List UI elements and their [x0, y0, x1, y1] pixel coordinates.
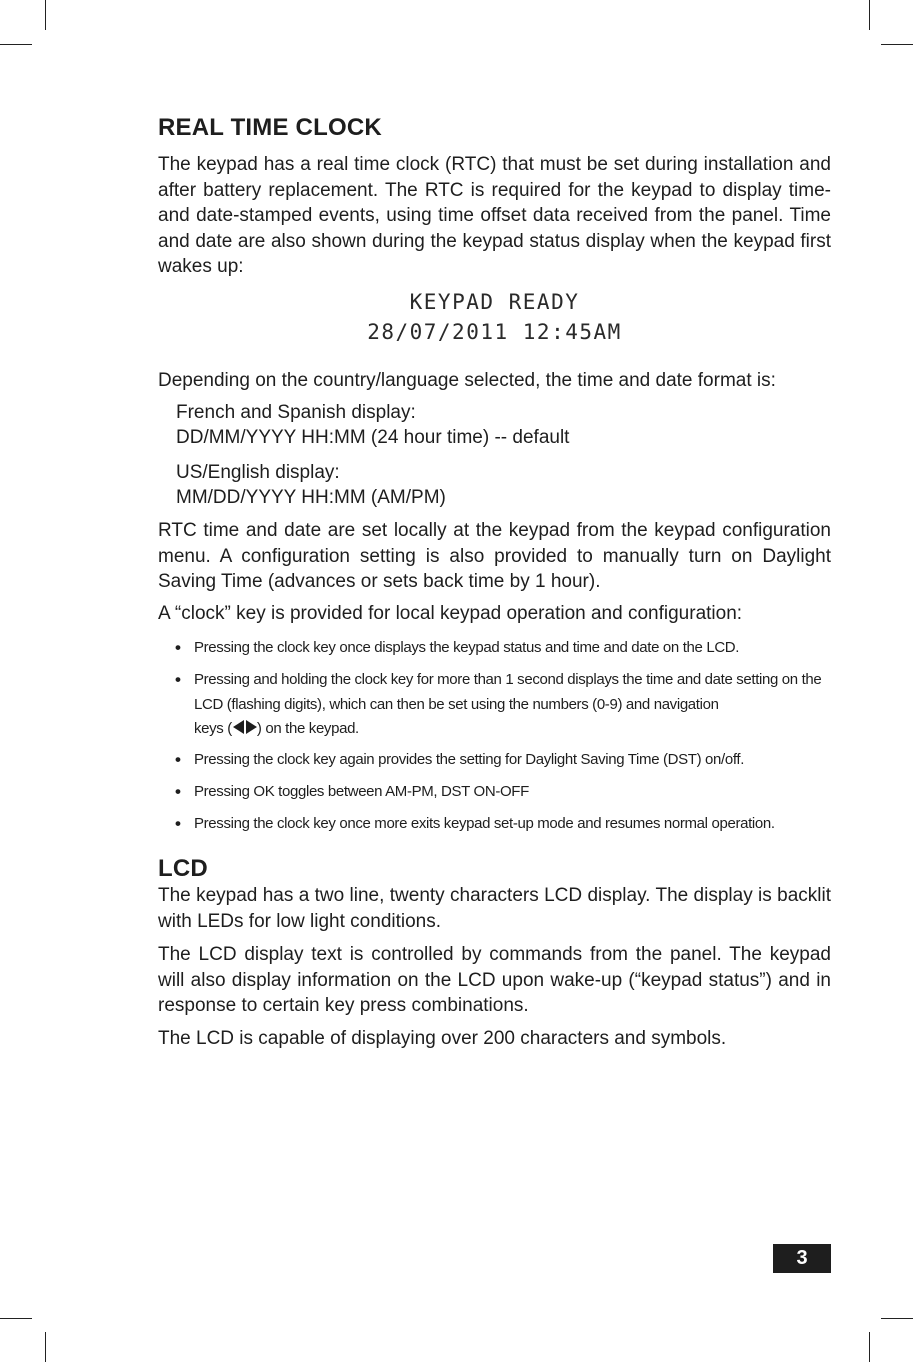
bullet-text: Pressing the clock key once more exits keypad set-up mode and resumes normal operation. — [194, 815, 775, 832]
right-triangle-icon — [246, 720, 257, 734]
format-fr-value: DD/MM/YYYY HH:MM (24 hour time) -- default — [176, 427, 570, 448]
lcd-sample-line-2: 28/07/2011 12:45AM — [367, 320, 622, 344]
bullet-text: Pressing the clock key again provides the setting for Daylight Saving Time (DST) on/off. — [194, 751, 745, 768]
bullet-text-part: ) on the keypad. — [256, 720, 359, 737]
format-intro: Depending on the country/language selected, the time and date format is: — [158, 370, 776, 391]
bullet-marker: • — [175, 782, 181, 801]
set-locally-paragraph: RTC time and date are set locally at the keypad from the keypad configuration menu. A configuration setting is also provided to manually turn on Daylight Saving Time (advances or sets back time by 1 hour). — [158, 520, 831, 593]
clock-key-intro: A “clock” key is provided for local keypad operation and configuration: — [158, 603, 743, 624]
crop-mark — [881, 1318, 913, 1319]
bullet-marker: • — [175, 750, 181, 769]
format-us-label: US/English display: — [176, 462, 340, 483]
page-number: 3 — [773, 1244, 831, 1273]
crop-mark — [45, 0, 46, 30]
format-us-value: MM/DD/YYYY HH:MM (AM/PM) — [176, 487, 446, 508]
crop-mark — [881, 44, 913, 45]
bullet-marker: • — [175, 670, 181, 689]
crop-mark — [0, 1318, 32, 1319]
lcd-paragraph-1: The keypad has a two line, twenty characters LCD display. The display is backlit with LEDs for low light conditions. — [158, 885, 831, 932]
bullet-marker: • — [175, 638, 181, 657]
bullet-text: Pressing OK toggles between AM-PM, DST ON-OFF — [194, 783, 529, 800]
crop-mark — [0, 44, 32, 45]
crop-mark — [869, 1332, 870, 1362]
crop-mark — [869, 0, 870, 30]
lcd-sample-line-1: KEYPAD READY — [409, 290, 580, 314]
bullet-text: Pressing the clock key once displays the keypad status and time and date on the LCD. — [194, 639, 740, 656]
section-title-rtc: REAL TIME CLOCK — [158, 114, 382, 141]
section-title-lcd: LCD — [158, 855, 208, 882]
lcd-paragraph-2: The LCD display text is controlled by commands from the panel. The keypad will also display information on the LCD upon wake-up (“keypad status”) and in response to certain key press combinations. — [158, 944, 831, 1017]
lcd-paragraph-3: The LCD is capable of displaying over 200 characters and symbols. — [158, 1028, 727, 1049]
bullet-text-nav-keys — [194, 717, 834, 742]
rtc-intro-paragraph: The keypad has a real time clock (RTC) that must be set during installation and after battery replacement. The RTC is required for the keypad to display time- and date-stamped events, using time offset data received from the panel. Time and date are also shown during the keypad status display when the keypad first wakes up: — [158, 154, 831, 278]
bullet-text-part: keys ( — [194, 720, 232, 737]
left-triangle-icon — [233, 720, 244, 734]
bullet-text: Pressing and holding the clock key for more than 1 second displays the time and date setting on the LCD (flashing digits), which can then be set using the numbers (0-9) and navigation — [194, 671, 822, 713]
format-fr-label: French and Spanish display: — [176, 402, 416, 423]
crop-mark — [45, 1332, 46, 1362]
bullet-marker: • — [175, 814, 181, 833]
